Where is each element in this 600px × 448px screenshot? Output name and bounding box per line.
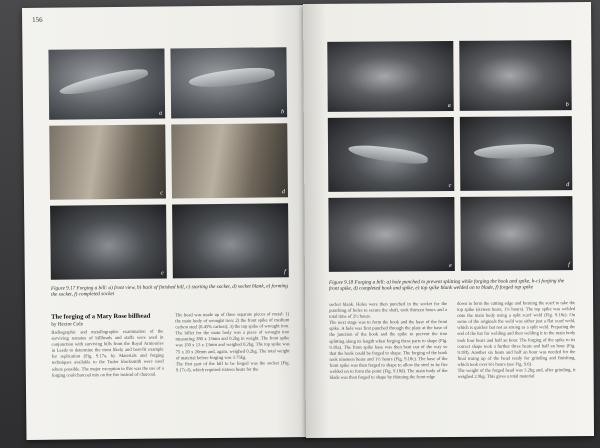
photo-tag: c	[160, 190, 163, 197]
figure-9-18a-photo	[327, 41, 453, 112]
page-number: 156	[32, 15, 43, 24]
right-page	[303, 2, 594, 438]
figure-caption: Figure 9.18 Forging a bill: a) hole punched to prevent splitting while forging the hook and spike, b-c) forging the front spike, d) completed hook and spike, e) top spike blank welded on to blade, f) forged top spike	[328, 278, 565, 293]
figure-9-18b-photo	[459, 40, 571, 111]
figure-9-18c-photo	[328, 117, 455, 192]
figure-9-17b-photo	[170, 47, 287, 118]
figure-9-17c-photo	[49, 125, 166, 200]
body-text-column-1: Radiographic and metallographic examination of the surviving remains of billheads and staffs were used in conjunction with surviving bills from the Royal Armouries in Leeds to determine the most likely and best-fit example for replication (Fig. 9.17a, b). Materials and forging techniques available to the Tudor blacksmith were used where possible. The major exception to this was the use of a forging coal/charcoal mix on the fire instead of charcoal.	[51, 328, 164, 378]
body-text-column-1: socket blank. Holes were then punched in the socket for the punching of holes to secure the shaft, took thirteen hours and a total time of 2½ hours. The next stage was to form the hook and the base of the front spike. A hole was first punched through the plate at the base of the junction of the hook and the spike to prevent the iron splitting along its length when forging these parts to shape (Fig. 9.18a). The front spike base was then bent out of the way so that the hook could be forged to shape. The forging of the hook took nineteen heats and 1½ hours (Fig. 9.18c). The base of the front spike was then forged to shape to allow the steel to be fire welded on to form the point (Fig. 9.18d). The main body of the blade was then forged to shape by thinning the front edge	[329, 301, 448, 380]
photo-tag: e	[449, 262, 452, 269]
bill-blade-shape	[58, 64, 149, 100]
figure-9-17a-photo	[48, 49, 165, 120]
article-byline: by Hector Cole	[51, 321, 84, 328]
photo-tag: f	[568, 262, 570, 269]
photo-tag: d	[566, 182, 570, 189]
photo-tag: b	[281, 109, 285, 116]
article-title: The forging of a Mary Rose billhead	[51, 312, 151, 321]
photo-tag: c	[448, 182, 452, 189]
figure-9-17e-photo	[50, 205, 167, 280]
photo-tag: d	[281, 189, 285, 196]
figure-9-18f-photo	[460, 196, 573, 271]
photo-tag: f	[284, 269, 286, 276]
spike-shape	[348, 144, 429, 166]
left-page	[22, 5, 311, 440]
bill-blade-shape	[188, 63, 275, 92]
photo-tag: e	[161, 270, 164, 277]
spike-shape	[474, 141, 555, 161]
photo-tag: a	[447, 102, 451, 109]
figure-9-18e-photo	[328, 197, 455, 272]
figure-9-17d-photo	[171, 123, 288, 198]
photo-tag: b	[565, 102, 569, 109]
body-text-column-2: The head was made up of three separate pieces of metal: 1) the main body of wrought iron; 2) the front spike of medium carbon steel (0.45% carbon); 3) the top spike of wrought iron. The billet for the main body was a piece of wrought iron measuring 380 x 13mm and 0.2kg in weight. The front spike was 150 x 13 x 13mm and weighed 0.2kg. The top spike was 75 x 20 x 20mm and, again, weighed 0.2kg. The total weight of material before forging was 3.75kg. The first part of the bill to be forged was the socket (Fig. 9.17c-f), which required sixteen heats for the	[175, 311, 290, 373]
figure-9-18d-photo	[460, 116, 573, 191]
photo-tag: a	[159, 110, 163, 117]
figure-9-17f-photo	[172, 203, 289, 278]
body-text-column-2: down to form the cutting edge and forming the scarf to take the top spike (sixteen heats, 1½ hours). The top spike was welded onto the main body using a split scarf weld (Fig. 9.18e). On some of the originals the weld was either just a flat scarf weld, which is quicker but not as strong as a split weld. Preparing the end of the bar for welding and then welding it to the main body took four heats and half an hour. The forging of the spike to its correct shape took a further three heats and half an hour (Fig. 9.18f). Another six heats and half an hour was needed for the final truing up of the head ready for grinding and finishing, which took over 6½ hours (see Fig. 9.6). The weight of the forged head was 3.2kg and, after grinding, it weighed 2.9kg. This gives a total material	[457, 300, 576, 380]
figure-caption: Figure 9.17 Forging a bill: a) front view, b) back of finished bill, c) starting the socket, d) socket blank, e) forming the socket, f) completed socket	[50, 283, 289, 299]
